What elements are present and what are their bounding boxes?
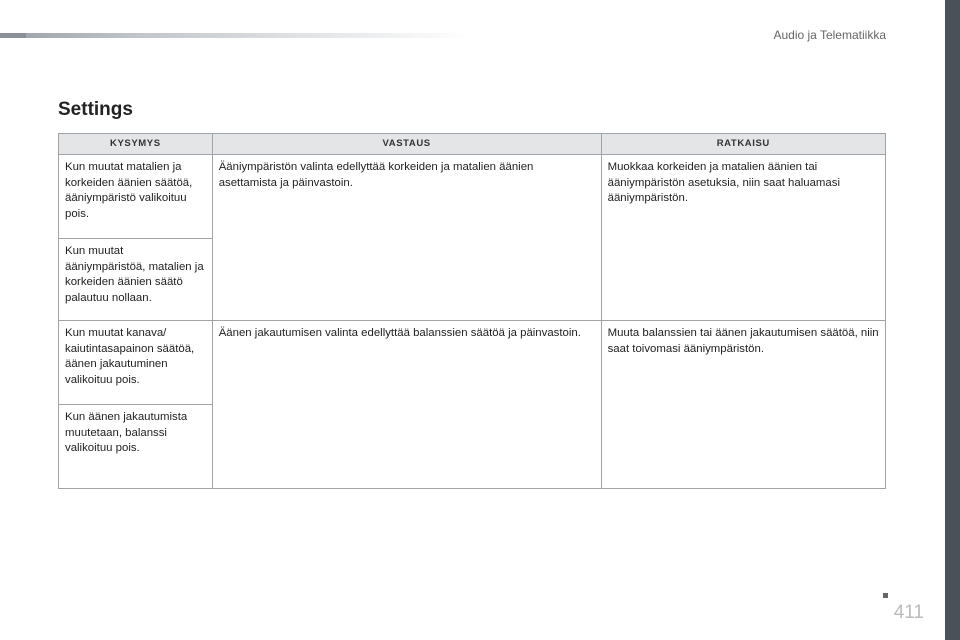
header-rule [0,33,470,38]
section-title: Audio ja Telematiikka [773,28,886,42]
solution-cell: Muuta balanssien tai äänen jakautumisen säätöä, niin saat toivomasi ääniympäristön. [601,321,885,489]
question-cell: Kun muutat kanava/ kaiutintasapainon säätöä, äänen jakautuminen valikoituu pois. [59,321,213,405]
question-cell: Kun äänen jakautumista muutetaan, balanssi valikoituu pois. [59,405,213,489]
question-cell: Kun muutat matalien ja korkeiden äänien säätöä, ääniympäristö valikoituu pois. [59,155,213,239]
answer-cell: Äänen jakautumisen valinta edellyttää balanssien säätöä ja päinvastoin. [212,321,601,489]
column-header-answer: VASTAUS [212,134,601,155]
page-edge-strip [945,0,960,640]
page-number: 411 [893,602,924,623]
faq-table [58,133,886,489]
page-marker [883,593,888,598]
column-header-question: KYSYMYS [59,134,213,155]
column-header-solution: RATKAISU [601,134,885,155]
solution-cell: Muokkaa korkeiden ja matalien äänien tai ääniympäristön asetuksia, niin saat haluamasi ääniympäristön. [601,155,885,321]
answer-cell: Ääniympäristön valinta edellyttää korkeiden ja matalien äänien asettamista ja päinvastoin. [212,155,601,321]
header-rule-accent [0,33,26,38]
table-row [59,321,886,405]
page-title: Settings [58,99,133,120]
table-row [59,155,886,239]
question-cell: Kun muutat ääniympäristöä, matalien ja korkeiden äänien säätö palautuu nollaan. [59,239,213,321]
table-header-row [59,134,886,155]
